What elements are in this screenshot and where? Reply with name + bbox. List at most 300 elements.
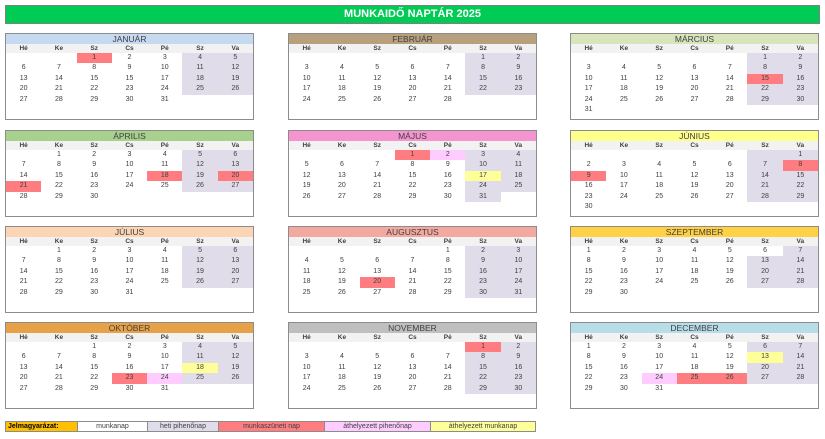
day-name: Va <box>783 44 818 53</box>
day-name: Hé <box>289 141 324 150</box>
day-name: Ke <box>324 237 359 246</box>
day-name: Sz <box>77 333 112 342</box>
day-cell: 28 <box>725 95 734 103</box>
day-cell: 23 <box>443 182 452 190</box>
day-cell: 8 <box>410 161 415 169</box>
day-cell: 17 <box>125 267 134 275</box>
month-days <box>6 237 253 298</box>
empty-cell <box>395 246 430 256</box>
day-name: Va <box>783 141 818 150</box>
day-cell: 21 <box>725 85 734 93</box>
day-cell: 23 <box>620 278 628 286</box>
day-name: Sz <box>182 333 217 342</box>
day-cell: 19 <box>302 182 311 190</box>
day-cell: 24 <box>465 181 500 191</box>
day-cell: 21 <box>783 267 818 277</box>
month-0 <box>5 33 254 120</box>
day-cell: 3 <box>162 343 167 350</box>
day-cell: 15 <box>465 74 500 84</box>
day-cell: 10 <box>302 363 311 371</box>
day-name: Sz <box>182 237 217 246</box>
day-name: Ke <box>41 141 76 150</box>
day-name: Hé <box>6 333 41 342</box>
day-cell: 27 <box>747 373 782 383</box>
empty-cell <box>324 246 359 256</box>
empty-cell <box>712 150 747 160</box>
day-cell: 27 <box>218 181 253 191</box>
day-cell: 3 <box>162 54 167 61</box>
day-cell: 15 <box>584 267 593 275</box>
empty-cell <box>6 53 41 63</box>
day-cell: 26 <box>338 288 346 296</box>
day-name: Pé <box>712 333 747 342</box>
day-cell: 6 <box>727 161 732 169</box>
month-6 <box>5 226 254 313</box>
day-cell: 10 <box>620 171 628 179</box>
day-cell: 1 <box>747 53 782 63</box>
day-cell: 23 <box>620 374 628 382</box>
day-cell: 25 <box>655 192 664 200</box>
month-title: SZEPTEMBER <box>571 227 818 237</box>
empty-cell <box>642 150 677 160</box>
day-name: Pé <box>147 237 182 246</box>
day-name: Sz <box>465 44 500 53</box>
day-cell: 15 <box>584 363 593 371</box>
day-cell: 31 <box>465 192 500 202</box>
day-cell: 1 <box>77 53 112 63</box>
day-cell: 5 <box>218 53 253 63</box>
day-cell: 12 <box>218 63 253 73</box>
month-days <box>6 333 253 394</box>
day-cell: 23 <box>501 84 536 94</box>
day-cell: 23 <box>501 373 536 383</box>
day-cell: 28 <box>55 95 63 103</box>
month-days <box>571 333 818 394</box>
day-cell: 2 <box>127 54 132 61</box>
day-cell: 22 <box>584 278 593 286</box>
day-cell: 23 <box>584 192 593 200</box>
day-cell: 24 <box>302 384 311 392</box>
day-cell: 6 <box>747 246 782 256</box>
empty-cell <box>360 53 395 63</box>
day-cell: 16 <box>620 363 628 371</box>
day-name: Pé <box>430 333 465 342</box>
day-cell: 6 <box>410 64 415 72</box>
day-cell: 8 <box>56 257 61 265</box>
day-cell: 13 <box>19 74 28 82</box>
day-cell: 22 <box>55 182 63 190</box>
day-cell: 14 <box>783 352 818 362</box>
day-cell: 27 <box>408 384 417 392</box>
month-title: DECEMBER <box>571 323 818 333</box>
day-cell: 29 <box>465 384 500 394</box>
day-cell: 20 <box>338 182 346 190</box>
day-cell: 6 <box>21 64 26 72</box>
day-cell: 27 <box>408 95 417 103</box>
day-name: Ke <box>606 141 641 150</box>
day-name: Ke <box>606 333 641 342</box>
empty-cell <box>571 53 606 63</box>
day-name: Va <box>501 44 536 53</box>
day-cell: 14 <box>55 74 63 82</box>
empty-cell <box>6 246 41 256</box>
day-cell: 1 <box>465 342 500 352</box>
day-cell: 4 <box>657 161 662 169</box>
day-cell: 5 <box>727 247 732 254</box>
day-cell: 6 <box>747 342 782 352</box>
day-name: Pé <box>147 44 182 53</box>
day-cell: 15 <box>465 363 500 373</box>
day-name: Ke <box>324 141 359 150</box>
empty-cell <box>360 246 395 256</box>
day-name: Va <box>783 237 818 246</box>
day-cell: 4 <box>501 150 536 160</box>
day-cell: 6 <box>218 150 253 160</box>
day-cell: 27 <box>19 384 28 392</box>
day-name: Sz <box>360 44 395 53</box>
day-cell: 2 <box>621 247 626 254</box>
day-cell: 12 <box>182 160 217 170</box>
day-cell: 29 <box>783 192 818 202</box>
day-cell: 17 <box>302 85 311 93</box>
day-cell: 21 <box>443 85 452 93</box>
day-name: Cs <box>112 141 147 150</box>
day-cell: 1 <box>395 150 430 160</box>
day-cell: 26 <box>712 373 747 383</box>
day-cell: 28 <box>55 384 63 392</box>
day-cell: 21 <box>783 363 818 373</box>
day-cell: 24 <box>642 373 677 383</box>
day-cell: 18 <box>620 85 628 93</box>
day-cell: 30 <box>125 95 134 103</box>
day-cell: 5 <box>692 161 697 169</box>
day-cell: 5 <box>304 161 309 169</box>
day-cell: 7 <box>21 257 26 265</box>
day-cell: 25 <box>338 384 346 392</box>
day-cell: 22 <box>90 85 99 93</box>
day-cell: 28 <box>443 95 452 103</box>
day-cell: 3 <box>657 343 662 350</box>
day-cell: 26 <box>302 192 311 200</box>
day-cell: 15 <box>783 171 818 181</box>
day-cell: 31 <box>125 288 134 296</box>
day-cell: 29 <box>747 95 782 105</box>
day-cell: 29 <box>584 384 593 392</box>
day-cell: 20 <box>747 363 782 373</box>
day-cell: 5 <box>218 342 253 352</box>
empty-cell <box>747 150 782 160</box>
day-cell: 27 <box>747 277 782 287</box>
empty-cell <box>6 342 41 352</box>
day-cell: 6 <box>410 353 415 361</box>
day-cell: 30 <box>125 384 134 392</box>
month-title: JANUÁR <box>6 34 253 44</box>
day-cell: 20 <box>747 267 782 277</box>
day-cell: 6 <box>375 257 380 265</box>
day-cell: 8 <box>56 161 61 169</box>
day-cell: 2 <box>430 150 465 160</box>
empty-cell <box>395 53 430 63</box>
day-cell: 11 <box>655 171 663 179</box>
day-cell: 31 <box>584 105 593 113</box>
day-name: Cs <box>677 44 712 53</box>
day-name: Sz <box>360 237 395 246</box>
day-cell: 31 <box>160 95 169 103</box>
day-cell: 11 <box>161 161 169 169</box>
day-name: Cs <box>395 333 430 342</box>
day-cell: 23 <box>90 182 99 190</box>
month-title: JÚLIUS <box>6 227 253 237</box>
day-name: Ke <box>324 44 359 53</box>
day-cell: 29 <box>55 192 63 200</box>
page-title: MUNKAIDŐ NAPTÁR 2025 <box>5 5 820 24</box>
month-days <box>6 141 253 202</box>
day-cell: 4 <box>182 342 217 352</box>
day-cell: 18 <box>182 363 217 373</box>
day-name: Sz <box>465 333 500 342</box>
day-cell: 17 <box>584 85 593 93</box>
day-cell: 29 <box>584 288 593 296</box>
day-cell: 27 <box>690 95 699 103</box>
day-cell: 25 <box>182 373 217 383</box>
month-title: NOVEMBER <box>289 323 536 333</box>
day-cell: 5 <box>727 343 732 350</box>
day-cell: 1 <box>445 247 450 254</box>
month-title: MÁJUS <box>289 131 536 141</box>
day-cell: 23 <box>465 277 500 287</box>
legend-moved-rest: áthelyezett pihenőnap <box>325 422 431 431</box>
day-cell: 29 <box>408 192 417 200</box>
day-name: Ke <box>606 237 641 246</box>
day-cell: 6 <box>339 161 344 169</box>
day-cell: 2 <box>465 246 500 256</box>
day-cell: 21 <box>6 181 41 191</box>
day-name: Sz <box>182 44 217 53</box>
day-cell: 5 <box>182 246 217 256</box>
day-cell: 10 <box>584 74 593 82</box>
day-cell: 17 <box>125 171 134 179</box>
day-cell: 24 <box>501 277 536 287</box>
day-cell: 28 <box>443 384 452 392</box>
empty-cell <box>642 53 677 63</box>
day-cell: 14 <box>747 171 782 181</box>
day-cell: 10 <box>125 257 134 265</box>
empty-cell <box>324 53 359 63</box>
day-name: Ke <box>41 333 76 342</box>
empty-cell <box>360 150 395 160</box>
day-cell: 12 <box>182 256 217 266</box>
day-cell: 27 <box>19 95 28 103</box>
day-cell: 24 <box>584 95 593 103</box>
day-cell: 13 <box>747 352 782 362</box>
day-cell: 31 <box>655 384 664 392</box>
day-cell: 8 <box>465 63 500 73</box>
day-cell: 29 <box>55 288 63 296</box>
day-cell: 13 <box>725 171 734 179</box>
day-cell: 12 <box>725 257 734 265</box>
day-cell: 18 <box>690 363 699 371</box>
day-cell: 10 <box>302 74 311 82</box>
day-name: Cs <box>112 44 147 53</box>
day-cell: 26 <box>655 95 664 103</box>
day-cell: 7 <box>410 257 415 265</box>
day-name: Sz <box>77 44 112 53</box>
day-cell: 5 <box>375 64 380 72</box>
day-cell: 9 <box>501 352 536 362</box>
legend-moved-work: áthelyezett munkanap <box>431 422 535 431</box>
empty-cell <box>324 342 359 352</box>
day-cell: 24 <box>160 85 169 93</box>
month-days <box>289 237 536 298</box>
day-cell: 1 <box>586 343 591 350</box>
day-cell: 9 <box>127 353 132 361</box>
day-cell: 17 <box>302 374 311 382</box>
day-name: Sz <box>747 44 782 53</box>
day-name: Pé <box>147 141 182 150</box>
day-cell: 3 <box>657 247 662 254</box>
day-cell: 14 <box>783 256 818 266</box>
day-cell: 20 <box>690 85 699 93</box>
day-name: Sz <box>642 333 677 342</box>
day-cell: 8 <box>586 257 591 265</box>
day-name: Cs <box>677 237 712 246</box>
day-cell: 7 <box>445 353 450 361</box>
day-cell: 3 <box>621 161 626 169</box>
day-name: Sz <box>360 333 395 342</box>
empty-cell <box>41 53 76 63</box>
day-cell: 6 <box>21 353 26 361</box>
day-name: Hé <box>289 333 324 342</box>
day-cell: 16 <box>620 267 628 275</box>
day-cell: 22 <box>465 84 500 94</box>
day-cell: 2 <box>501 342 536 352</box>
day-cell: 8 <box>92 64 97 72</box>
month-title: ÁPRILIS <box>6 131 253 141</box>
day-cell: 25 <box>160 182 169 190</box>
month-title: MÁRCIUS <box>571 34 818 44</box>
empty-cell <box>712 53 747 63</box>
day-cell: 15 <box>55 267 63 275</box>
day-cell: 1 <box>586 247 591 254</box>
day-name: Pé <box>430 141 465 150</box>
day-cell: 21 <box>373 182 382 190</box>
day-cell: 14 <box>373 171 382 179</box>
day-cell: 9 <box>445 161 450 169</box>
month-8 <box>570 226 819 313</box>
day-cell: 7 <box>747 160 782 170</box>
day-cell: 25 <box>182 84 217 94</box>
day-cell: 24 <box>620 192 628 200</box>
day-name: Sz <box>642 237 677 246</box>
day-cell: 10 <box>501 256 536 266</box>
day-name: Ke <box>41 44 76 53</box>
day-cell: 13 <box>19 363 28 371</box>
day-cell: 11 <box>182 63 217 73</box>
day-cell: 25 <box>160 278 169 286</box>
day-name: Cs <box>112 333 147 342</box>
day-cell: 21 <box>19 278 28 286</box>
day-cell: 5 <box>657 64 662 72</box>
month-days <box>571 141 818 212</box>
day-cell: 9 <box>501 63 536 73</box>
day-cell: 12 <box>218 352 253 362</box>
empty-cell <box>289 150 324 160</box>
day-cell: 14 <box>443 74 452 82</box>
month-11 <box>570 322 819 409</box>
day-cell: 16 <box>584 182 593 190</box>
day-name: Sz <box>747 237 782 246</box>
day-cell: 19 <box>373 374 382 382</box>
empty-cell <box>430 53 465 63</box>
day-cell: 2 <box>586 161 591 169</box>
day-cell: 24 <box>302 95 311 103</box>
day-cell: 10 <box>160 353 169 361</box>
day-cell: 7 <box>445 64 450 72</box>
day-cell: 12 <box>338 267 346 275</box>
day-cell: 9 <box>92 257 97 265</box>
day-cell: 15 <box>90 74 99 82</box>
day-cell: 31 <box>160 384 169 392</box>
day-cell: 17 <box>160 74 169 82</box>
day-cell: 10 <box>465 160 500 170</box>
day-cell: 13 <box>218 160 253 170</box>
empty-cell <box>606 53 641 63</box>
day-cell: 7 <box>21 161 26 169</box>
day-cell: 28 <box>747 192 782 202</box>
day-name: Va <box>218 44 253 53</box>
day-cell: 16 <box>783 74 818 84</box>
day-cell: 4 <box>339 64 344 72</box>
day-cell: 14 <box>408 267 417 275</box>
day-cell: 13 <box>338 171 346 179</box>
day-name: Va <box>218 237 253 246</box>
day-name: Ke <box>324 333 359 342</box>
day-cell: 28 <box>783 373 818 383</box>
month-days <box>289 333 536 394</box>
month-3 <box>5 130 254 217</box>
day-cell: 14 <box>19 171 28 179</box>
day-cell: 10 <box>125 161 134 169</box>
day-cell: 12 <box>690 171 699 179</box>
day-cell: 24 <box>125 278 134 286</box>
day-cell: 17 <box>655 267 664 275</box>
day-cell: 16 <box>501 363 536 373</box>
day-name: Va <box>218 333 253 342</box>
day-cell: 30 <box>90 192 99 200</box>
day-cell: 18 <box>690 267 699 275</box>
month-10 <box>288 322 537 409</box>
day-cell: 13 <box>747 256 782 266</box>
day-cell: 9 <box>571 171 606 181</box>
day-cell: 1 <box>783 150 818 160</box>
month-2 <box>570 33 819 120</box>
day-cell: 26 <box>182 181 217 191</box>
day-name: Cs <box>677 141 712 150</box>
day-cell: 21 <box>55 374 63 382</box>
day-name: Pé <box>712 44 747 53</box>
day-cell: 19 <box>338 278 346 286</box>
day-cell: 21 <box>747 181 782 191</box>
day-name: Va <box>501 237 536 246</box>
day-cell: 3 <box>501 246 536 256</box>
day-cell: 30 <box>90 288 99 296</box>
day-cell: 15 <box>125 74 134 82</box>
day-cell: 11 <box>501 160 536 170</box>
day-cell: 18 <box>501 171 536 181</box>
day-cell: 28 <box>19 288 28 296</box>
day-cell: 18 <box>338 374 346 382</box>
day-name: Pé <box>430 44 465 53</box>
